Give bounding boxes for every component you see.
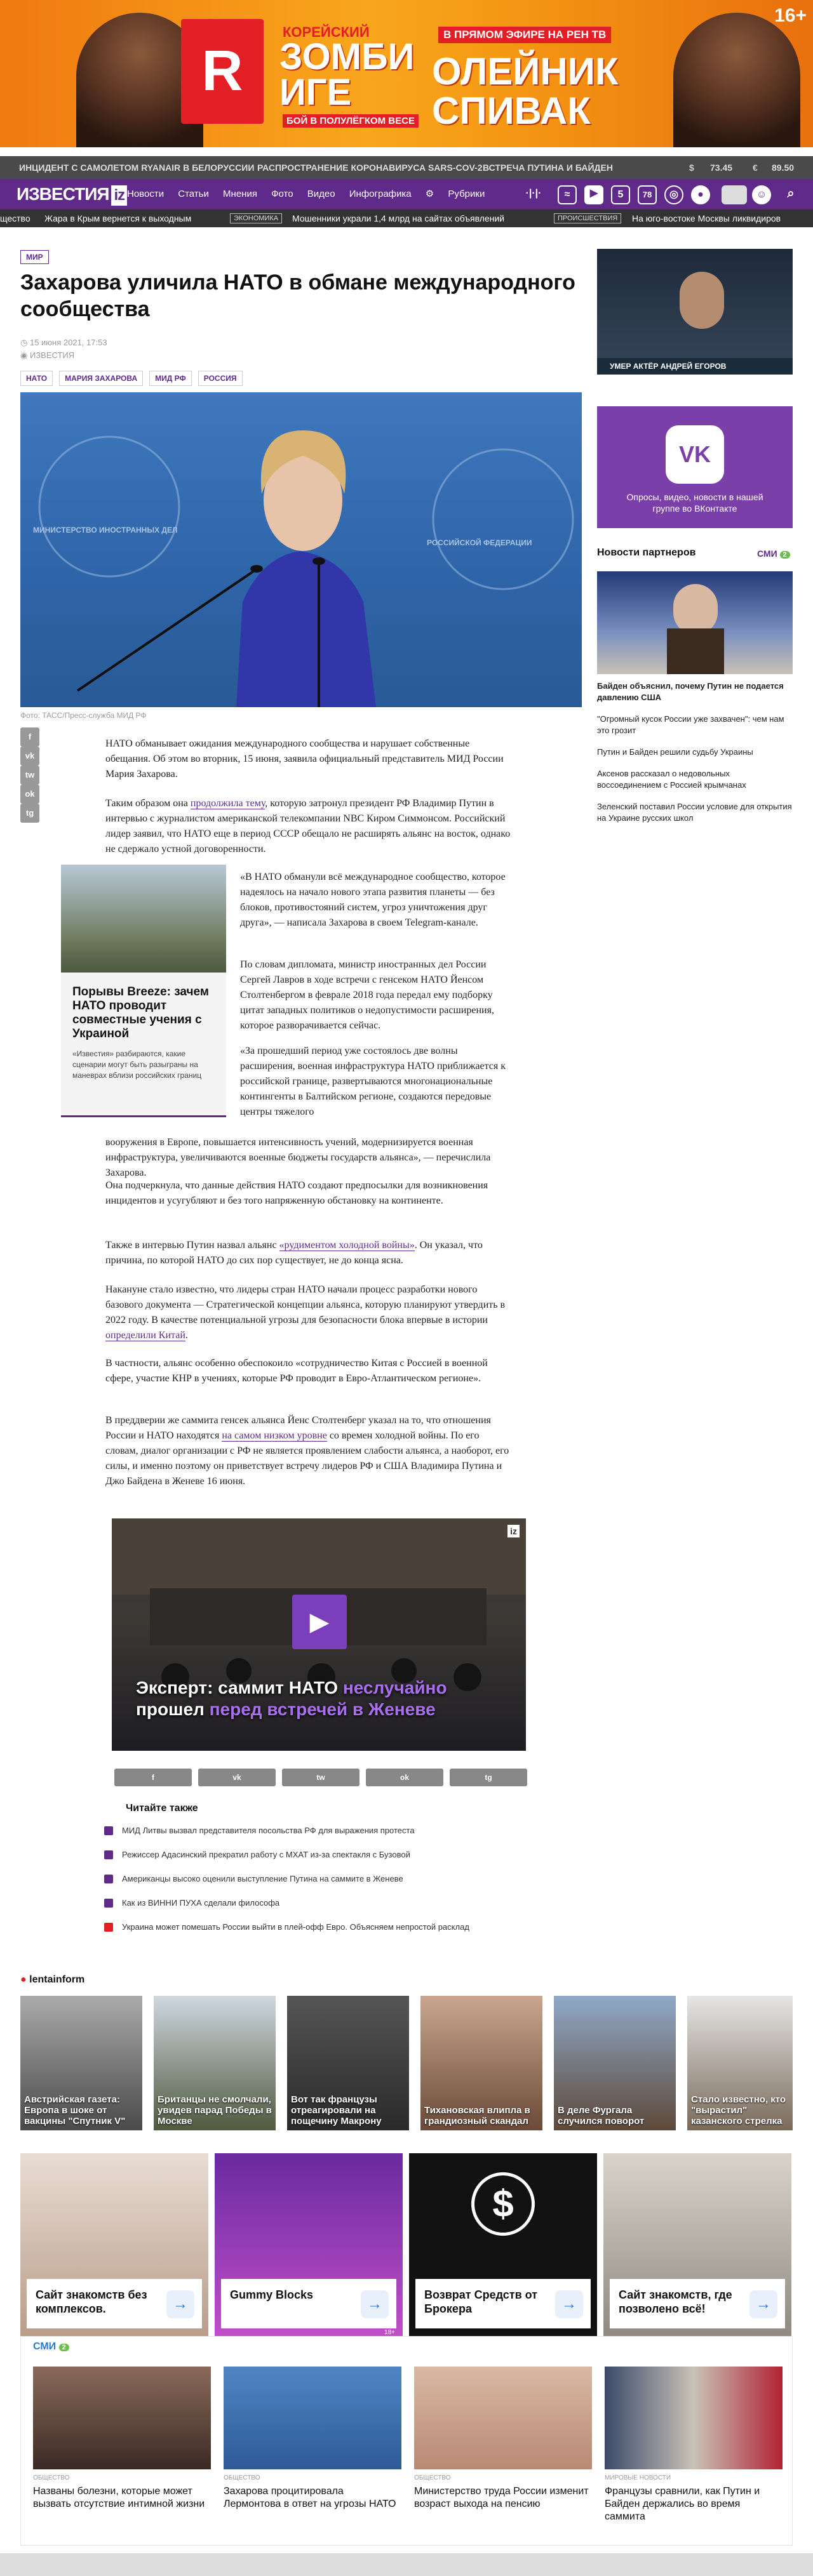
login-icon[interactable]: ☺ xyxy=(752,185,771,204)
ad-age: 18+ xyxy=(384,2329,395,2336)
article-photo xyxy=(20,392,582,707)
video-badge: iz xyxy=(507,1525,520,1537)
trending-link[interactable]: РАСПРОСТРАНЕНИЕ КОРОНАВИРУСА SARS-COV-2 xyxy=(257,163,483,173)
article-icon xyxy=(104,1899,113,1908)
nav-item-video[interactable]: Видео xyxy=(307,189,335,199)
vk-icon[interactable]: vk xyxy=(20,747,39,766)
twitter-icon[interactable]: tw xyxy=(282,1769,359,1786)
nav-item-news[interactable]: Новости xyxy=(127,189,165,199)
smi-title[interactable]: СМИ 2 xyxy=(33,2341,69,2353)
article-author: ◉ ИЗВЕСТИЯ xyxy=(20,350,75,360)
izvestia-icon[interactable]: ≈ xyxy=(558,185,577,204)
clock-icon: ◷ xyxy=(20,338,28,347)
banner-subtitle: БОЙ В ПОЛУЛЁГКОМ ВЕСЕ xyxy=(283,114,419,128)
video-player[interactable] xyxy=(112,1518,526,1751)
smi-card[interactable]: ОБЩЕСТВО Названы болезни, которые может вызвать отсутствие интимной жизни xyxy=(33,2367,211,2511)
read-also-item[interactable]: Украина может помешать России выйти в плей-офф Евро. Объясняем непростой расклад xyxy=(104,1922,469,1932)
tag-nato[interactable]: НАТО xyxy=(20,371,53,386)
smi-card[interactable]: ОБЩЕСТВО Захарова процитировала Лермонтова в ответ на угрозы НАТО xyxy=(224,2367,401,2511)
vk-promo-text: Опросы, видео, новости в нашей группе во ВКонтакте xyxy=(626,492,763,514)
article-paragraph: вооружения в Европе, повышается интенсивность учений, модернизируется военная инфраструктура, увеличиваются военные бюджеты государств альянса», — перечислила Захарова. xyxy=(105,1137,491,1178)
play-icon[interactable]: ▶ xyxy=(292,1595,347,1649)
banner-live: В ПРЯМОМ ЭФИРЕ НА РЕН ТВ xyxy=(438,27,611,43)
article-title: Захарова уличила НАТО в обмане международного сообщества xyxy=(20,270,575,321)
nav-item-photo[interactable]: Фото xyxy=(271,189,293,199)
article-paragraph: «За прошедший период уже состоялось две волны расширения, военная инфраструктура НАТО приближается к российской границе, развертываются многонациональные контингенты в Балтийском регионе, создаются передовые центры тяжелого xyxy=(240,1046,506,1117)
twitter-icon[interactable]: tw xyxy=(20,766,39,785)
tag-mid[interactable]: МИД РФ xyxy=(149,371,192,386)
read-also-item[interactable]: Как из ВИННИ ПУХА сделали философа xyxy=(104,1898,279,1908)
photo-watermark: МИНИСТЕРСТВО ИНОСТРАННЫХ ДЕЛ xyxy=(33,526,178,534)
dollar-icon: $ xyxy=(689,163,694,173)
nav-item-articles[interactable]: Статьи xyxy=(178,189,209,199)
channel-78-icon[interactable]: 78 xyxy=(638,185,657,204)
related-card-image xyxy=(61,865,226,973)
ok-icon[interactable]: ok xyxy=(20,785,39,804)
article-paragraph: В преддверии же саммита генсек альянса Йенс Столтенберг указал на то, что отношения России и НАТО находятся на самом низком уровне со времен холодной войны. По его словам, диалог организации с РФ не является проявлением слабости альянса, а наоборот, его силы, и именно поэтому он приветствует встречу лидеров РФ и США Владимира Путина и Джо Байдена в Женеве 16 июня. xyxy=(105,1415,509,1487)
article-tags xyxy=(20,371,249,386)
read-also-item[interactable]: Американцы высоко оценили выступление Путина на саммите в Женеве xyxy=(104,1874,403,1883)
fighter-right-image xyxy=(673,13,800,147)
partner-news-item[interactable]: Аксенов рассказал о недовольных воссоединением с Россией крымчанах xyxy=(597,769,746,790)
article-icon xyxy=(104,1850,113,1859)
ad-banner[interactable] xyxy=(0,0,813,147)
lentainform-card[interactable]: Тихановская влипла в грандиозный скандал xyxy=(420,1996,542,2130)
eur-rate: 89.50 xyxy=(772,163,795,173)
smi-card[interactable]: МИРОВЫЕ НОВОСТИ Французы сравнили, как Путин и Байден держались во время саммита xyxy=(605,2367,783,2523)
main-nav xyxy=(0,179,813,209)
read-also-item[interactable]: Режиссер Адасинский прекратил работу с МХАТ из-за спектакля с Бузовой xyxy=(104,1850,410,1859)
partner-news-item[interactable]: Зеленский поставил России условие для открытия на Украине русских школ xyxy=(597,802,792,823)
article-link[interactable]: определили Китай xyxy=(105,1330,185,1341)
usd-rate: 73.45 xyxy=(710,163,733,173)
smi-tag[interactable]: СМИ 2 xyxy=(757,548,790,559)
broadcast-icon[interactable]: ·|·|· xyxy=(525,188,542,199)
nav-menu xyxy=(127,188,507,199)
ticker-item[interactable]: Жара в Крым вернется к выходным xyxy=(44,213,192,223)
ticker-item[interactable]: На юго-востоке Москвы ликвидиров xyxy=(632,213,781,223)
lentainform-mark-icon: ● xyxy=(20,1974,27,1985)
ad-card[interactable]: Сайт знакомств, где позволено всё! → xyxy=(603,2153,791,2336)
arrow-right-icon: → xyxy=(166,2290,194,2318)
euro-icon: € xyxy=(753,163,758,173)
article-link[interactable]: продолжила тему xyxy=(190,798,265,809)
partner-logo-icon[interactable] xyxy=(722,185,747,204)
article-link[interactable]: на самом низком уровне xyxy=(222,1430,327,1441)
footer-bar xyxy=(0,2553,813,2576)
author-icon: ◉ xyxy=(20,350,28,360)
vk-icon[interactable]: vk xyxy=(198,1769,276,1786)
sidebar-video[interactable] xyxy=(597,249,793,375)
site-logo[interactable]: ИЗВЕСТИЯ iz xyxy=(17,184,127,204)
channel-5-icon[interactable]: 5 xyxy=(611,185,630,204)
arrow-right-icon: → xyxy=(555,2290,583,2318)
ok-icon[interactable]: ok xyxy=(366,1769,443,1786)
news-ticker xyxy=(0,209,813,227)
article-paragraph: Также в интервью Путин назвал альянс «рудиментом холодной войны». Он указал, что причина, по которой НАТО до сих пор существует, не до конца ясна. xyxy=(105,1240,483,1266)
article-paragraph: НАТО обманывает ожидания международного сообщества и нарушает собственные обещания. Об этом во вторник, 15 июня, заявила официальный представитель МИД России Мария Захарова. xyxy=(105,738,504,780)
nav-item-opinions[interactable]: Мнения xyxy=(223,189,257,199)
arrow-right-icon: → xyxy=(361,2290,389,2318)
article-rubric[interactable]: МИР xyxy=(20,250,49,264)
photo-watermark: РОССИЙСКОЙ ФЕДЕРАЦИИ xyxy=(427,538,532,547)
article-paragraph: По словам дипломата, министр иностранных дел России Сергей Лавров в ходе встречи с генсеком НАТО Йенсом Столтенбергом в феврале 2018 года передал ему подборку цитат западных политиков о недопустимости расширения, которое разворачивается сейчас. xyxy=(240,959,494,1031)
trending-link[interactable]: ВСТРЕЧА ПУТИНА И БАЙДЕН xyxy=(483,163,613,173)
ad-card[interactable]: Сайт знакомств без комплексов. → xyxy=(20,2153,208,2336)
article-icon xyxy=(104,1826,113,1835)
related-card-text: «Известия» разбираются, какие сценарии могут быть разыграны на маневрах вблизи российских границ xyxy=(72,1049,202,1080)
trending-link[interactable]: ИНЦИДЕНТ С САМОЛЕТОМ RYANAIR В БЕЛОРУССИИ xyxy=(19,163,255,173)
read-also-title: Читайте также xyxy=(126,1803,198,1814)
age-rating: 16+ xyxy=(774,5,807,26)
related-card-title: Порывы Breeze: зачем НАТО проводит совместные учения с Украиной xyxy=(72,985,209,1040)
photo-caption: Фото: ТАСС/Пресс-служба МИД РФ xyxy=(20,711,147,720)
nav-item-infographics[interactable]: Инфографика xyxy=(349,189,412,199)
read-also-item[interactable]: МИД Литвы вызвал представителя посольства РФ для выражения протеста xyxy=(104,1826,415,1835)
channel-icon[interactable]: ◎ xyxy=(664,185,683,204)
partner-news-item[interactable]: "Огромный кусок России уже захвачен": чем нам это грозит xyxy=(597,714,784,735)
lentainform-card[interactable]: Вот так французы отреагировали на пощечину Макрону xyxy=(287,1996,409,2130)
article-paragraph: Таким образом она продолжила тему, которую затронул президент РФ Владимир Путин в интервью с журналистом американской телекомпании NBC Киром Симмонсом. Российский лидер заявил, что НАТО еще в период СССР обещало не расширять альянс на восток, однако не сдержало устной договоренности. xyxy=(105,798,511,854)
article-link[interactable]: «рудиментом холодной войны» xyxy=(279,1240,415,1251)
article-paragraph: Накануне стало известно, что лидеры стран НАТО начали процесс разработки нового базового документа — Стратегической концепции альянса, которую планируют утвердить в 2022 году. В качестве потенциальной угрозы для безопасности блока впервые в истории определили Китай. xyxy=(105,1284,506,1341)
telegram-icon[interactable]: tg xyxy=(450,1769,527,1786)
ticker-tag: ПРОИСШЕСТВИЯ xyxy=(554,213,621,223)
article-paragraph: В частности, альянс особенно обеспокоило «сотрудничество Китая с Россией в военной сфере, участие КНР в учениях, которые РФ проводит в Евро-Атлантическом регионе». xyxy=(105,1358,488,1384)
sidebar-video-person xyxy=(680,272,724,329)
inline-related-card[interactable] xyxy=(61,865,226,1117)
sidebar-video-caption: УМЕР АКТЁР АНДРЕЙ ЕГОРОВ xyxy=(610,362,727,371)
ren-tv-logo: R xyxy=(181,19,264,124)
lentainform-card[interactable]: Британцы не смолчали, увидев парад Победы в Москве xyxy=(154,1996,276,2130)
article-icon xyxy=(104,1923,113,1932)
ad-card[interactable]: $ Возврат Средств от Брокера → xyxy=(409,2153,597,2336)
channel-icon[interactable]: ▶ xyxy=(584,185,603,204)
ticker-item[interactable]: Мошенники украли 1,4 млрд на сайтах объявлений xyxy=(292,213,505,223)
article-paragraph: Она подчеркнула, что данные действия НАТО создают предпосылки для возникновения инцидентов и усугубляют и без того напряженную обстановку на континенте. xyxy=(105,1180,488,1206)
article-icon xyxy=(104,1875,113,1883)
vk-logo-icon: VK xyxy=(666,425,724,484)
tag-zakharova[interactable]: МАРИЯ ЗАХАРОВА xyxy=(59,371,143,386)
telegram-icon[interactable]: tg xyxy=(20,804,39,823)
partner-news-image[interactable] xyxy=(597,571,793,674)
search-icon[interactable]: ⌕ xyxy=(787,187,795,201)
radio-icon[interactable]: ● xyxy=(691,185,710,204)
partner-news-item[interactable]: Путин и Байден решили судьбу Украины xyxy=(597,747,753,757)
gear-icon: ⚙ xyxy=(425,189,434,199)
banner-headline: ЗОМБИ ИГЕ xyxy=(279,36,415,113)
photo-illustration xyxy=(20,392,582,707)
ticker-tag: ЭКОНОМИКА xyxy=(230,213,282,223)
banner-korean: КОРЕЙСКИЙ xyxy=(283,24,370,40)
video-title: Эксперт: саммит НАТО неслучайно прошел перед встречей в Женеве xyxy=(136,1678,447,1719)
dollar-icon: $ xyxy=(471,2172,535,2236)
ticker-item[interactable]: щество xyxy=(0,213,30,223)
smi-card[interactable]: ОБЩЕСТВО Министерство труда России изменит возраст выхода на пенсию xyxy=(414,2367,592,2511)
partner-news-item[interactable]: Байден объяснил, почему Путин не подается давлению США xyxy=(597,681,784,702)
lentainform-card[interactable]: Австрийская газета: Европа в шоке от вакцины "Спутник V" xyxy=(20,1996,142,2130)
trending-strip xyxy=(0,156,813,179)
facebook-icon[interactable]: f xyxy=(20,727,39,747)
lentainform-logo[interactable]: ● lentainform xyxy=(20,1974,85,1985)
arrow-right-icon: → xyxy=(749,2290,777,2318)
facebook-icon[interactable]: f xyxy=(114,1769,192,1786)
tag-russia[interactable]: РОССИЯ xyxy=(198,371,243,386)
ad-card[interactable]: Gummy Blocks → 18+ xyxy=(215,2153,403,2336)
banner-fighters: ОЛЕЙНИК СПИВАК xyxy=(432,50,619,132)
lentainform-card[interactable]: В деле Фургала случился поворот xyxy=(554,1996,676,2130)
lentainform-card[interactable]: Стало известно, кто "вырастил" казанского стрелка xyxy=(687,1996,793,2130)
nav-item-rubrics[interactable]: ⚙ Рубрики xyxy=(425,189,485,199)
partners-title: Новости партнеров xyxy=(597,547,696,558)
vk-promo[interactable] xyxy=(597,406,793,528)
article-paragraph: «В НАТО обманули всё международное сообщество, которое надеялось на начало нового этапа развития планеты — без блоков, противостояний систем, угроз уничтожения друг друга», — написала Захарова в своем Telegram-канале. xyxy=(240,872,506,928)
article-date: ◷ 15 июня 2021, 17:53 xyxy=(20,338,107,347)
